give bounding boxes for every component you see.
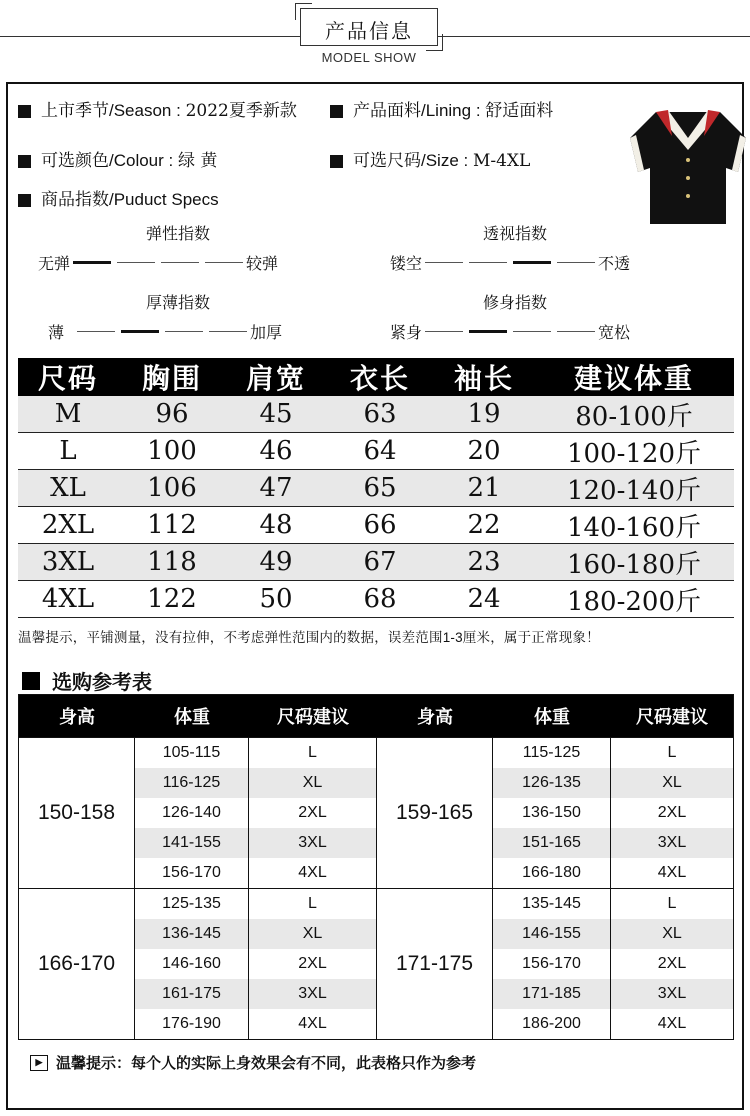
size-cell: 3XL: [298, 834, 327, 851]
scale-segment: [209, 331, 247, 332]
size-cell: L: [308, 895, 317, 912]
weight-cell: 116-125: [135, 768, 249, 798]
lining-info: [330, 96, 553, 121]
scale-segment: [513, 261, 551, 264]
reference-table-header: [19, 695, 733, 737]
header-cell: 身高: [417, 707, 453, 727]
scale-right-label: 较弹: [246, 256, 279, 273]
scale-right-label: 加厚: [250, 325, 283, 342]
header-rule-right: [438, 36, 750, 37]
weight-cell: 126-140: [135, 798, 249, 828]
table-cell: 100: [147, 436, 197, 466]
scale-segment: [557, 262, 595, 263]
weight-cell: 156-170: [135, 858, 249, 888]
table-row: [493, 889, 733, 919]
weight-cell: 105-115: [135, 738, 249, 768]
table-row: [493, 1009, 733, 1039]
table-row: [135, 858, 376, 888]
table-cell: 50: [259, 584, 293, 614]
table-cell: 48: [259, 510, 293, 540]
weight-cell: 115-125: [493, 738, 611, 768]
table-cell: 112: [147, 510, 197, 540]
scale-segment: [205, 262, 243, 263]
table-row: [135, 979, 376, 1009]
table-cell: 67: [363, 547, 397, 577]
reference-block: [19, 888, 733, 1039]
product-shirt-image: [628, 90, 748, 230]
table-row: [493, 738, 733, 768]
bullet-square-icon: [22, 672, 40, 690]
table-row: [135, 798, 376, 828]
scale-segment: [73, 261, 111, 264]
size-cell: XL: [302, 925, 323, 942]
header-cell: 肩宽: [245, 362, 306, 395]
header-box: [300, 8, 438, 46]
weight-cell: 176-190: [135, 1009, 249, 1039]
header-cell: 体重: [174, 707, 210, 727]
size-cell: XL: [302, 774, 323, 791]
table-row: [493, 919, 733, 949]
reference-section-title: [22, 666, 152, 695]
page-subtitle: MODEL SHOW: [321, 50, 417, 65]
table-row: [135, 738, 376, 768]
season-info: [18, 96, 297, 121]
reference-title: 选购参考表: [52, 672, 152, 694]
table-cell: 22: [467, 510, 501, 540]
weight-size-group: [493, 889, 733, 1039]
table-row: [135, 949, 376, 979]
table-cell: 66: [363, 510, 397, 540]
bullet-square-icon: [18, 155, 31, 168]
weight-cell: 136-145: [135, 919, 249, 949]
height-range: 150-158: [19, 738, 135, 888]
table-cell: 45: [259, 399, 293, 429]
reference-table: [18, 694, 734, 1040]
weight-cell: 141-155: [135, 828, 249, 858]
header-cell: 胸围: [141, 362, 202, 395]
size-cell: 3XL: [298, 985, 327, 1002]
size-cell: 3XL: [657, 834, 687, 851]
size-cell: XL: [662, 925, 682, 942]
size-cell: 4XL: [298, 864, 327, 881]
scale-segment: [161, 262, 199, 263]
scale-right-label: 宽松: [598, 325, 631, 342]
transparency-scale: [390, 251, 630, 274]
measurement-note: 温馨提示，平铺测量，没有拉伸，不考虑弹性范围内的数据，误差范围1-3厘米，属于正常现象！: [18, 630, 600, 645]
table-cell: 80-100斤: [575, 401, 693, 432]
table-row: [493, 858, 733, 888]
table-row: [493, 979, 733, 1009]
table-row: [18, 581, 734, 618]
weight-cell: 171-185: [493, 979, 611, 1009]
scale-segment: [77, 331, 115, 332]
header-cell: 体重: [534, 707, 570, 727]
table-row: [18, 470, 734, 507]
weight-cell: 161-175: [135, 979, 249, 1009]
weight-cell: 146-155: [493, 919, 611, 949]
table-cell: 120-140斤: [566, 475, 702, 506]
size-cell: 4XL: [298, 1015, 327, 1032]
table-row: [135, 919, 376, 949]
fit-scale: [390, 320, 630, 343]
table-cell: L: [59, 436, 77, 466]
table-cell: 63: [363, 399, 397, 429]
lining-value: 舒适面料: [485, 101, 554, 121]
specs-label: 商品指数/Puduct Specs: [41, 190, 219, 209]
scale-right-label: 不透: [598, 256, 631, 273]
size-cell: 2XL: [298, 804, 327, 821]
table-cell: 2XL: [41, 510, 95, 540]
scale-left-label: 镂空: [390, 256, 423, 273]
scale-segment: [121, 330, 159, 333]
table-cell: 21: [467, 473, 501, 503]
size-table-header: [18, 358, 734, 396]
season-value: 2022夏季新款: [185, 101, 297, 121]
size-cell: L: [667, 744, 677, 761]
weight-cell: 126-135: [493, 768, 611, 798]
size-label: 可选尺码/Size :: [353, 151, 473, 170]
page-title: 产品信息: [325, 19, 413, 43]
weight-size-group: [135, 738, 377, 888]
reference-note: [30, 1052, 476, 1073]
table-row: [135, 828, 376, 858]
table-cell: 3XL: [41, 547, 95, 577]
table-cell: 100-120斤: [566, 438, 702, 469]
height-range: 171-175: [377, 889, 493, 1039]
table-cell: 64: [363, 436, 397, 466]
table-cell: XL: [50, 473, 86, 503]
table-cell: 4XL: [41, 584, 95, 614]
colour-label: 可选颜色/Colour :: [41, 151, 178, 170]
scale-left-label: 无弹: [38, 256, 71, 273]
header-cell: 尺码建议: [636, 707, 708, 727]
size-cell: 4XL: [657, 1015, 687, 1032]
table-row: [18, 433, 734, 470]
bullet-square-icon: [18, 194, 31, 207]
season-label: 上市季节/Season :: [41, 101, 186, 120]
size-cell: L: [308, 744, 317, 761]
table-row: [493, 798, 733, 828]
table-cell: 118: [147, 547, 197, 577]
table-cell: 20: [467, 436, 501, 466]
bullet-square-icon: [330, 155, 343, 168]
scale-segment: [469, 330, 507, 333]
table-cell: 122: [147, 584, 197, 614]
thickness-title: 厚薄指数: [145, 295, 210, 312]
scale-segment: [425, 331, 463, 332]
fit-title: 修身指数: [482, 295, 547, 312]
colour-info: [18, 146, 217, 171]
table-cell: 49: [259, 547, 293, 577]
table-row: [18, 507, 734, 544]
size-cell: 2XL: [657, 955, 687, 972]
weight-cell: 166-180: [493, 858, 611, 888]
table-row: [18, 396, 734, 433]
size-cell: L: [667, 895, 677, 912]
table-cell: 68: [363, 584, 397, 614]
table-cell: 96: [155, 399, 189, 429]
size-cell: 3XL: [657, 985, 687, 1002]
size-value: M-4XL: [472, 151, 531, 171]
weight-size-group: [135, 889, 377, 1039]
header-cell: 尺码: [37, 362, 98, 395]
weight-cell: 186-200: [493, 1009, 611, 1039]
transparency-title: 透视指数: [482, 226, 547, 243]
table-cell: 24: [467, 584, 501, 614]
weight-cell: 156-170: [493, 949, 611, 979]
table-row: [493, 949, 733, 979]
weight-cell: 146-160: [135, 949, 249, 979]
table-cell: 47: [259, 473, 293, 503]
scale-left-label: 薄: [48, 325, 65, 342]
height-range: 166-170: [19, 889, 135, 1039]
scale-segment: [513, 331, 551, 332]
table-cell: 180-200斤: [566, 586, 702, 617]
play-icon: ▶: [30, 1055, 48, 1071]
table-cell: 19: [467, 399, 501, 429]
weight-size-group: [493, 738, 733, 888]
table-cell: 160-180斤: [566, 549, 702, 580]
header-cell: 建议体重: [573, 362, 694, 395]
scale-left-label: 紧身: [390, 325, 423, 342]
table-row: [493, 828, 733, 858]
weight-cell: 135-145: [493, 889, 611, 919]
table-cell: 106: [147, 473, 197, 503]
specs-info: [18, 185, 219, 210]
scale-segment: [469, 262, 507, 263]
table-cell: 46: [259, 436, 293, 466]
bullet-square-icon: [18, 105, 31, 118]
bullet-square-icon: [330, 105, 343, 118]
elasticity-scale: [38, 251, 278, 274]
size-table: [18, 358, 734, 618]
size-cell: 4XL: [657, 864, 687, 881]
table-cell: 140-160斤: [566, 512, 702, 543]
header-rule-left: [0, 36, 300, 37]
scale-segment: [557, 331, 595, 332]
scale-segment: [165, 331, 203, 332]
header-cell: 身高: [59, 707, 95, 727]
header-cell: 衣长: [349, 362, 410, 395]
table-cell: 65: [363, 473, 397, 503]
height-range: 159-165: [377, 738, 493, 888]
size-info: [330, 146, 530, 171]
size-cell: XL: [662, 774, 682, 791]
size-cell: 2XL: [298, 955, 327, 972]
table-row: [135, 768, 376, 798]
table-cell: M: [54, 399, 82, 429]
thickness-scale: [48, 320, 282, 343]
table-row: [493, 768, 733, 798]
lining-label: 产品面料/Lining :: [353, 101, 486, 120]
reference-block: [19, 737, 733, 888]
table-row: [135, 889, 376, 919]
weight-cell: 151-165: [493, 828, 611, 858]
table-row: [18, 544, 734, 581]
reference-note-text: 温馨提示：每个人的实际上身效果会有不同，此表格只作为参考: [56, 1055, 477, 1072]
weight-cell: 136-150: [493, 798, 611, 828]
scale-segment: [425, 262, 463, 263]
colour-value: 绿 黄: [177, 151, 218, 171]
elasticity-title: 弹性指数: [145, 226, 210, 243]
scale-segment: [117, 262, 155, 263]
header-cell: 袖长: [453, 362, 514, 395]
weight-cell: 125-135: [135, 889, 249, 919]
table-row: [135, 1009, 376, 1039]
table-cell: 23: [467, 547, 501, 577]
header-cell: 尺码建议: [277, 707, 349, 727]
size-cell: 2XL: [657, 804, 687, 821]
